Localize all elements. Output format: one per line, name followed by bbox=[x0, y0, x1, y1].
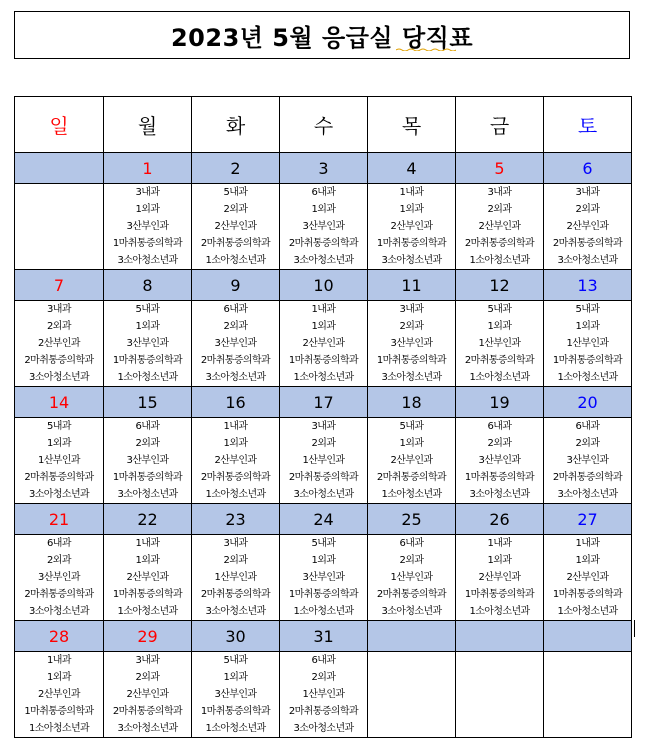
date-row bbox=[15, 270, 632, 301]
date-cell: 20 bbox=[544, 387, 632, 418]
duty-entry: 2마취통증의학과 bbox=[24, 355, 94, 366]
duty-cell bbox=[456, 652, 544, 738]
duty-entry: 5내과 bbox=[135, 304, 160, 315]
duty-entry: 2마취통증의학과 bbox=[376, 472, 447, 483]
duty-entry: 1마취통증의학과 bbox=[376, 238, 447, 249]
date-row bbox=[15, 621, 632, 652]
duty-entry: 3소아청소년과 bbox=[381, 255, 442, 266]
duty-entry: 6내과 bbox=[135, 421, 160, 432]
duty-entry: 6내과 bbox=[311, 655, 336, 666]
duty-entry: 1소아청소년과 bbox=[557, 606, 618, 617]
duty-cell bbox=[368, 184, 456, 270]
duty-entry: 3소아청소년과 bbox=[28, 606, 90, 617]
duty-entry: 1외과 bbox=[135, 555, 160, 566]
duty-entry: 2외과 bbox=[135, 438, 160, 449]
date-cell: 1 bbox=[104, 153, 192, 184]
duty-entry: 3산부인과 bbox=[214, 689, 257, 700]
duty-entry: 3산부인과 bbox=[37, 572, 80, 583]
duty-entry: 1소아청소년과 bbox=[205, 489, 266, 500]
duty-entry: 2산부인과 bbox=[37, 689, 80, 700]
duty-entry: 3산부인과 bbox=[126, 221, 169, 232]
duty-entry: 1소아청소년과 bbox=[117, 606, 178, 617]
duty-entry: 1소아청소년과 bbox=[293, 606, 354, 617]
duty-list bbox=[15, 418, 103, 503]
duty-entry: 5내과 bbox=[311, 538, 336, 549]
date-cell: 23 bbox=[192, 504, 280, 535]
duty-entry: 3소아청소년과 bbox=[469, 489, 530, 500]
duty-entry: 3산부인과 bbox=[214, 338, 257, 349]
duty-entry: 2마취통증의학과 bbox=[552, 238, 623, 249]
duty-entry: 3소아청소년과 bbox=[381, 372, 442, 383]
duty-entry: 5내과 bbox=[223, 655, 248, 666]
duty-entry: 3소아청소년과 bbox=[557, 255, 618, 266]
date-cell: 28 bbox=[15, 621, 104, 652]
weekday-thu: 목 bbox=[368, 97, 456, 153]
duty-entry: 1소아청소년과 bbox=[381, 489, 442, 500]
duty-list bbox=[368, 184, 455, 269]
duty-list bbox=[104, 652, 191, 737]
date-cell: 14 bbox=[15, 387, 104, 418]
duty-entry: 3산부인과 bbox=[302, 221, 345, 232]
duty-entry: 1내과 bbox=[487, 538, 512, 549]
duty-entry: 1내과 bbox=[135, 538, 160, 549]
duty-entry: 2마취통증의학과 bbox=[200, 238, 271, 249]
duty-entry: 3산부인과 bbox=[302, 572, 345, 583]
duty-entry: 1내과 bbox=[311, 304, 336, 315]
duty-entry: 2외과 bbox=[399, 321, 424, 332]
duty-entry: 1외과 bbox=[135, 321, 160, 332]
duty-entry: 1내과 bbox=[399, 187, 424, 198]
duty-entry: 2마취통증의학과 bbox=[288, 706, 359, 717]
duty-entry: 6내과 bbox=[223, 304, 248, 315]
duty-entry: 3산부인과 bbox=[126, 338, 169, 349]
duty-entry: 3내과 bbox=[135, 187, 160, 198]
duty-entry: 1산부인과 bbox=[478, 338, 521, 349]
duty-entry: 1마취통증의학과 bbox=[112, 355, 183, 366]
spellcheck-underline bbox=[396, 48, 456, 51]
date-cell: 7 bbox=[15, 270, 104, 301]
duty-cell bbox=[280, 652, 368, 738]
duty-entry: 2마취통증의학과 bbox=[376, 589, 447, 600]
duty-entry: 1소아청소년과 bbox=[117, 372, 178, 383]
duty-entry: 3소아청소년과 bbox=[28, 489, 90, 500]
duty-list bbox=[280, 535, 367, 620]
duty-list bbox=[104, 184, 191, 269]
duty-entry: 1내과 bbox=[223, 421, 248, 432]
duty-cell bbox=[280, 535, 368, 621]
duty-cell bbox=[368, 418, 456, 504]
date-cell: 15 bbox=[104, 387, 192, 418]
date-cell: 22 bbox=[104, 504, 192, 535]
date-row bbox=[15, 504, 632, 535]
duty-list bbox=[456, 184, 543, 269]
duty-entry: 3내과 bbox=[47, 304, 71, 315]
duty-entry: 2마취통증의학과 bbox=[288, 472, 359, 483]
date-cell: 16 bbox=[192, 387, 280, 418]
duty-entry: 1소아청소년과 bbox=[28, 723, 90, 734]
duty-entry: 2외과 bbox=[575, 438, 600, 449]
duty-entry: 3내과 bbox=[575, 187, 600, 198]
date-cell: 17 bbox=[280, 387, 368, 418]
date-cell: 13 bbox=[544, 270, 632, 301]
duty-entry: 2산부인과 bbox=[214, 221, 257, 232]
duty-entry: 2마취통증의학과 bbox=[24, 589, 94, 600]
date-cell: 2 bbox=[192, 153, 280, 184]
duty-entry: 1외과 bbox=[487, 555, 512, 566]
duty-entry: 2마취통증의학과 bbox=[464, 238, 535, 249]
date-cell: 21 bbox=[15, 504, 104, 535]
duty-entry: 5내과 bbox=[223, 187, 248, 198]
duty-entry: 3소아청소년과 bbox=[293, 723, 354, 734]
duty-entry: 1소아청소년과 bbox=[205, 255, 266, 266]
duty-cell bbox=[544, 418, 632, 504]
date-cell: 26 bbox=[456, 504, 544, 535]
duty-list bbox=[280, 418, 367, 503]
duty-entry: 1산부인과 bbox=[302, 455, 345, 466]
duty-list bbox=[280, 301, 367, 386]
duty-entry: 3내과 bbox=[399, 304, 424, 315]
duty-list bbox=[544, 301, 631, 386]
date-cell: 4 bbox=[368, 153, 456, 184]
duty-entry: 3산부인과 bbox=[478, 455, 521, 466]
duty-entry: 3소아청소년과 bbox=[557, 489, 618, 500]
duty-entry: 1마취통증의학과 bbox=[200, 706, 271, 717]
duty-list bbox=[192, 418, 279, 503]
duty-cell bbox=[104, 418, 192, 504]
duty-entry: 3소아청소년과 bbox=[205, 606, 266, 617]
duty-entry: 1마취통증의학과 bbox=[112, 238, 183, 249]
date-cell bbox=[368, 621, 456, 652]
duty-entry: 2마취통증의학과 bbox=[200, 472, 271, 483]
duty-list bbox=[192, 652, 279, 737]
duty-cell bbox=[104, 184, 192, 270]
duty-entry: 1소아청소년과 bbox=[469, 606, 530, 617]
duty-entry: 1마취통증의학과 bbox=[112, 472, 183, 483]
duty-entry: 1마취통증의학과 bbox=[552, 589, 623, 600]
duty-entry: 1외과 bbox=[575, 321, 600, 332]
duty-cell bbox=[104, 301, 192, 387]
duty-row bbox=[15, 535, 632, 621]
duty-list bbox=[280, 184, 367, 269]
duty-entry: 2외과 bbox=[135, 672, 160, 683]
duty-list bbox=[368, 535, 455, 620]
duty-entry: 2외과 bbox=[487, 204, 512, 215]
duty-entry: 3내과 bbox=[223, 538, 248, 549]
date-cell: 8 bbox=[104, 270, 192, 301]
weekday-fri: 금 bbox=[456, 97, 544, 153]
duty-entry: 2마취통증의학과 bbox=[464, 355, 535, 366]
duty-row bbox=[15, 418, 632, 504]
duty-entry: 1마취통증의학과 bbox=[288, 355, 359, 366]
duty-entry: 2산부인과 bbox=[390, 221, 433, 232]
duty-entry: 1외과 bbox=[399, 204, 424, 215]
weekday-tue: 화 bbox=[192, 97, 280, 153]
duty-entry: 2외과 bbox=[223, 321, 248, 332]
date-cell bbox=[15, 153, 104, 184]
duty-entry: 1외과 bbox=[311, 321, 336, 332]
duty-cell bbox=[368, 535, 456, 621]
duty-cell bbox=[15, 418, 104, 504]
duty-list bbox=[192, 184, 279, 269]
duty-entry: 1소아청소년과 bbox=[557, 372, 618, 383]
date-cell: 29 bbox=[104, 621, 192, 652]
duty-list bbox=[544, 535, 631, 620]
duty-entry: 5내과 bbox=[47, 421, 71, 432]
duty-cell bbox=[192, 652, 280, 738]
date-cell: 27 bbox=[544, 504, 632, 535]
duty-entry: 1마취통증의학과 bbox=[552, 355, 623, 366]
duty-entry: 6내과 bbox=[575, 421, 600, 432]
duty-cell bbox=[368, 652, 456, 738]
duty-entry: 2외과 bbox=[575, 204, 600, 215]
date-cell: 12 bbox=[456, 270, 544, 301]
duty-entry: 2외과 bbox=[223, 555, 248, 566]
duty-entry: 2외과 bbox=[223, 204, 248, 215]
duty-entry: 2외과 bbox=[311, 672, 336, 683]
date-row bbox=[15, 387, 632, 418]
duty-list bbox=[368, 418, 455, 503]
duty-entry: 2마취통증의학과 bbox=[200, 355, 271, 366]
duty-cell bbox=[280, 301, 368, 387]
duty-entry: 3내과 bbox=[487, 187, 512, 198]
duty-entry: 1외과 bbox=[135, 204, 160, 215]
duty-entry: 2마취통증의학과 bbox=[112, 706, 183, 717]
weekday-mon: 월 bbox=[104, 97, 192, 153]
duty-list bbox=[544, 184, 631, 269]
duty-entry: 3소아청소년과 bbox=[117, 255, 178, 266]
duty-entry: 5내과 bbox=[399, 421, 424, 432]
duty-entry: 1외과 bbox=[487, 321, 512, 332]
duty-entry: 2마취통증의학과 bbox=[552, 472, 623, 483]
duty-entry: 1외과 bbox=[223, 672, 248, 683]
duty-cell bbox=[280, 418, 368, 504]
date-cell: 10 bbox=[280, 270, 368, 301]
date-cell: 31 bbox=[280, 621, 368, 652]
date-cell: 19 bbox=[456, 387, 544, 418]
duty-list bbox=[104, 535, 191, 620]
duty-cell bbox=[104, 535, 192, 621]
duty-entry: 2외과 bbox=[47, 321, 71, 332]
duty-entry: 1외과 bbox=[47, 672, 71, 683]
duty-entry: 1마취통증의학과 bbox=[376, 355, 447, 366]
duty-entry: 2산부인과 bbox=[302, 338, 345, 349]
page-title: 2023년 5월 응급실 당직표 bbox=[170, 23, 474, 52]
duty-entry: 1외과 bbox=[311, 555, 336, 566]
date-cell: 5 bbox=[456, 153, 544, 184]
text-cursor bbox=[634, 620, 635, 637]
duty-cell bbox=[368, 301, 456, 387]
duty-entry: 3소아청소년과 bbox=[117, 489, 178, 500]
duty-entry: 2외과 bbox=[47, 555, 71, 566]
duty-entry: 2산부인과 bbox=[390, 455, 433, 466]
duty-list bbox=[456, 301, 543, 386]
duty-list bbox=[192, 535, 279, 620]
duty-entry: 2산부인과 bbox=[478, 221, 521, 232]
duty-cell bbox=[456, 418, 544, 504]
duty-entry: 1산부인과 bbox=[566, 338, 609, 349]
duty-entry: 1마취통증의학과 bbox=[24, 706, 94, 717]
duty-entry: 2산부인과 bbox=[37, 338, 80, 349]
duty-cell bbox=[192, 535, 280, 621]
duty-entry: 1소아청소년과 bbox=[469, 255, 530, 266]
duty-calendar bbox=[14, 96, 632, 738]
duty-entry: 3소아청소년과 bbox=[381, 606, 442, 617]
duty-cell bbox=[544, 184, 632, 270]
duty-entry: 3내과 bbox=[135, 655, 160, 666]
duty-cell bbox=[104, 652, 192, 738]
duty-entry: 1외과 bbox=[47, 438, 71, 449]
weekday-sun: 일 bbox=[15, 97, 104, 153]
duty-entry: 1외과 bbox=[399, 438, 424, 449]
date-cell: 3 bbox=[280, 153, 368, 184]
weekday-header-row bbox=[15, 97, 632, 153]
duty-list bbox=[456, 535, 543, 620]
date-cell: 18 bbox=[368, 387, 456, 418]
duty-cell bbox=[15, 652, 104, 738]
duty-list bbox=[15, 652, 103, 737]
duty-list bbox=[280, 652, 367, 737]
date-cell: 11 bbox=[368, 270, 456, 301]
duty-entry: 2산부인과 bbox=[478, 572, 521, 583]
duty-entry: 2마취통증의학과 bbox=[24, 472, 94, 483]
duty-entry: 1외과 bbox=[223, 438, 248, 449]
duty-entry: 3소아청소년과 bbox=[28, 372, 90, 383]
duty-entry: 2마취통증의학과 bbox=[200, 589, 271, 600]
duty-cell bbox=[15, 535, 104, 621]
duty-entry: 6내과 bbox=[311, 187, 336, 198]
duty-cell bbox=[192, 418, 280, 504]
date-cell: 25 bbox=[368, 504, 456, 535]
title-box bbox=[14, 11, 630, 59]
duty-cell bbox=[192, 184, 280, 270]
duty-entry: 1소아청소년과 bbox=[469, 372, 530, 383]
duty-list bbox=[15, 301, 103, 386]
duty-entry: 2외과 bbox=[487, 438, 512, 449]
date-cell: 6 bbox=[544, 153, 632, 184]
duty-entry: 2산부인과 bbox=[126, 572, 169, 583]
duty-entry: 2산부인과 bbox=[566, 572, 609, 583]
weekday-wed: 수 bbox=[280, 97, 368, 153]
duty-entry: 3산부인과 bbox=[126, 455, 169, 466]
duty-cell bbox=[456, 184, 544, 270]
duty-cell bbox=[15, 301, 104, 387]
duty-entry: 1산부인과 bbox=[37, 455, 80, 466]
duty-entry: 1마취통증의학과 bbox=[112, 589, 183, 600]
duty-entry: 1마취통증의학과 bbox=[464, 472, 535, 483]
date-cell bbox=[456, 621, 544, 652]
duty-entry: 1마취통증의학과 bbox=[288, 589, 359, 600]
duty-entry: 5내과 bbox=[575, 304, 600, 315]
date-cell: 30 bbox=[192, 621, 280, 652]
duty-entry: 2산부인과 bbox=[566, 221, 609, 232]
duty-entry: 6내과 bbox=[399, 538, 424, 549]
duty-row bbox=[15, 184, 632, 270]
duty-cell bbox=[192, 301, 280, 387]
date-row bbox=[15, 153, 632, 184]
date-cell: 9 bbox=[192, 270, 280, 301]
duty-entry: 1외과 bbox=[311, 204, 336, 215]
duty-entry: 1마취통증의학과 bbox=[464, 589, 535, 600]
duty-entry: 2외과 bbox=[311, 438, 336, 449]
date-cell: 24 bbox=[280, 504, 368, 535]
duty-list bbox=[544, 418, 631, 503]
duty-list bbox=[192, 301, 279, 386]
duty-cell bbox=[544, 652, 632, 738]
duty-list bbox=[104, 301, 191, 386]
duty-entry: 1내과 bbox=[47, 655, 71, 666]
duty-entry: 3소아청소년과 bbox=[293, 255, 354, 266]
duty-cell bbox=[456, 301, 544, 387]
duty-list bbox=[15, 535, 103, 620]
duty-entry: 2산부인과 bbox=[214, 455, 257, 466]
duty-entry: 5내과 bbox=[487, 304, 512, 315]
duty-entry: 1외과 bbox=[575, 555, 600, 566]
duty-cell bbox=[544, 301, 632, 387]
duty-cell bbox=[15, 184, 104, 270]
duty-entry: 2산부인과 bbox=[126, 689, 169, 700]
duty-entry: 1산부인과 bbox=[302, 689, 345, 700]
duty-row bbox=[15, 301, 632, 387]
duty-row bbox=[15, 652, 632, 738]
duty-entry: 1내과 bbox=[575, 538, 600, 549]
duty-entry: 1산부인과 bbox=[390, 572, 433, 583]
duty-entry: 1소아청소년과 bbox=[293, 372, 354, 383]
weekday-sat: 토 bbox=[544, 97, 632, 153]
duty-entry: 3소아청소년과 bbox=[117, 723, 178, 734]
duty-cell bbox=[544, 535, 632, 621]
duty-entry: 3소아청소년과 bbox=[293, 489, 354, 500]
duty-list bbox=[456, 418, 543, 503]
duty-entry: 2외과 bbox=[399, 555, 424, 566]
duty-list bbox=[104, 418, 191, 503]
duty-cell bbox=[456, 535, 544, 621]
duty-entry: 2마취통증의학과 bbox=[288, 238, 359, 249]
duty-entry: 3내과 bbox=[311, 421, 336, 432]
date-cell bbox=[544, 621, 632, 652]
duty-entry: 3산부인과 bbox=[390, 338, 433, 349]
duty-entry: 6내과 bbox=[47, 538, 71, 549]
duty-entry: 6내과 bbox=[487, 421, 512, 432]
duty-entry: 3소아청소년과 bbox=[205, 372, 266, 383]
duty-list bbox=[368, 301, 455, 386]
duty-entry: 3산부인과 bbox=[566, 455, 609, 466]
duty-entry: 1산부인과 bbox=[214, 572, 257, 583]
duty-entry: 1소아청소년과 bbox=[205, 723, 266, 734]
duty-cell bbox=[280, 184, 368, 270]
